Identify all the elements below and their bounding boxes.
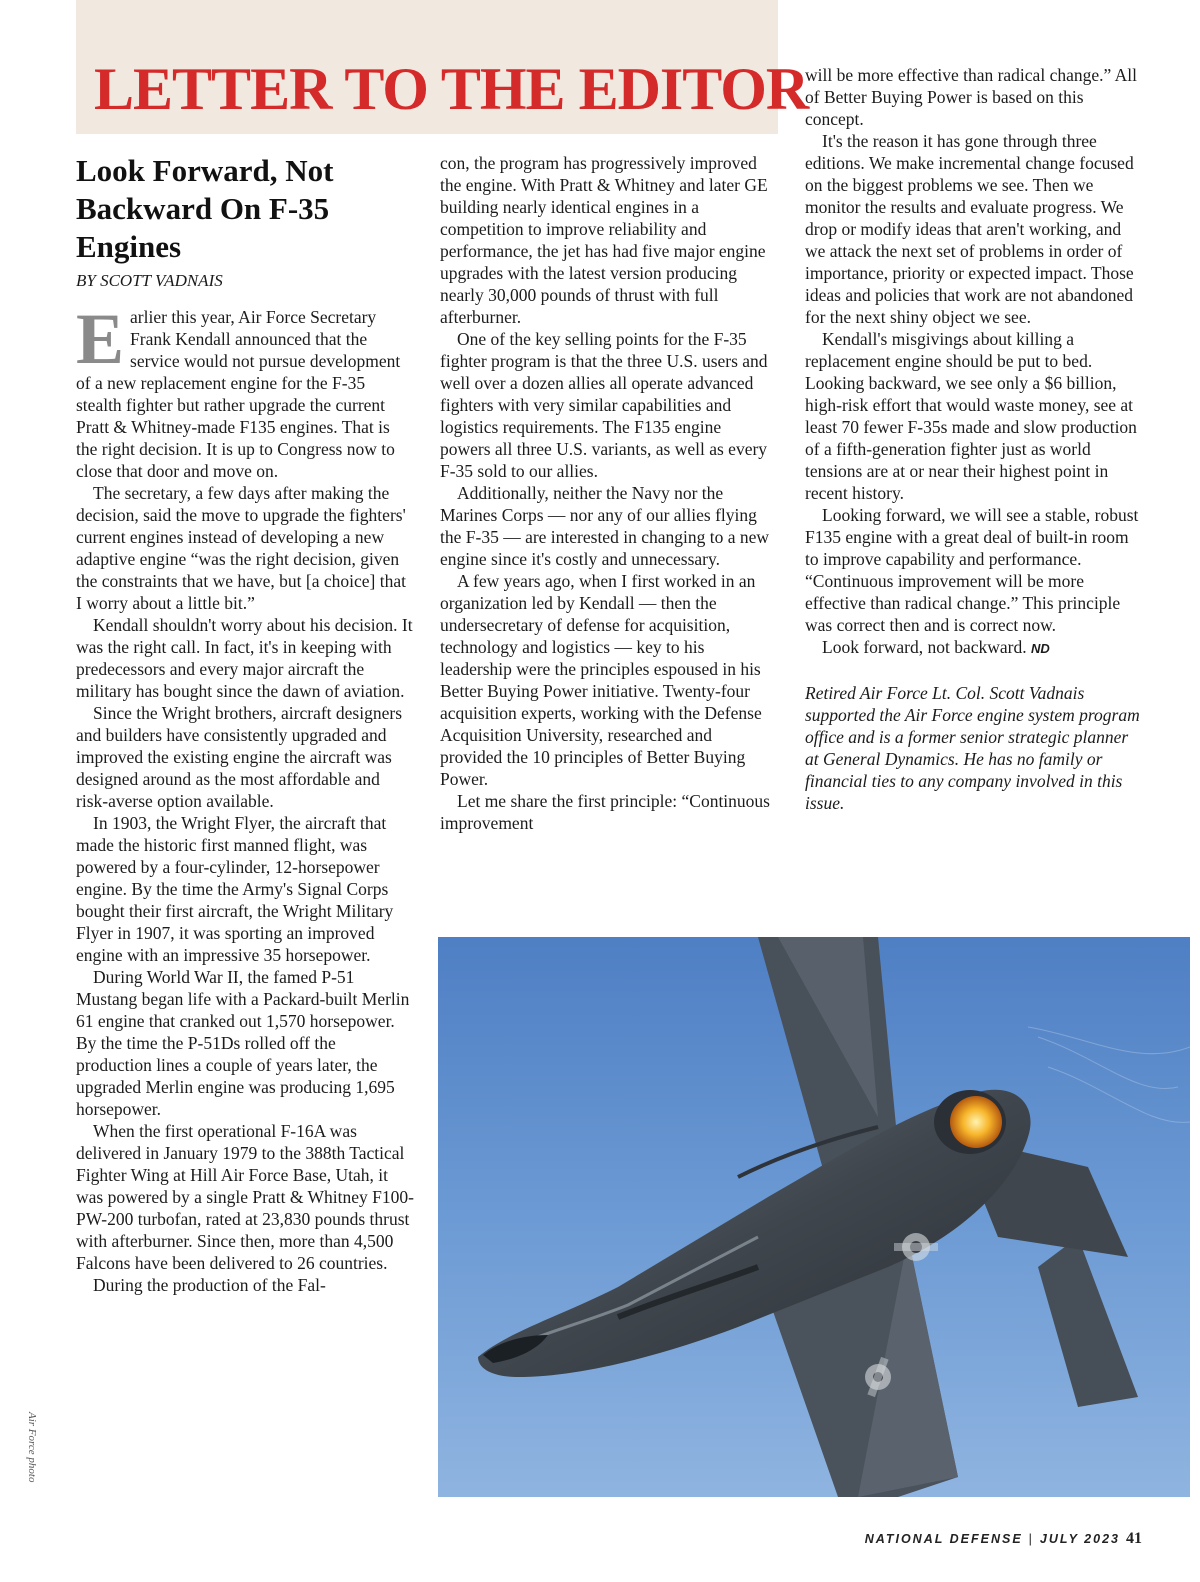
page-footer: NATIONAL DEFENSE | JULY 2023 41	[864, 1530, 1142, 1547]
article-headline: Look Forward, Not Backward On F-35 Engines	[76, 153, 334, 264]
article-paragraph: During World War II, the famed P-51 Mustang began life with a Packard-built Merlin 61 engine that cranked out 1,570 horsepower. By the time the P-51Ds rolled off the production lines a couple of years later, the upgraded Merlin engine was producing 1,695 horsepower.	[76, 967, 410, 1119]
publication-name: NATIONAL DEFENSE	[864, 1532, 1023, 1546]
section-title: LETTER TO THE EDITOR	[94, 56, 809, 122]
author-bio: Retired Air Force Lt. Col. Scott Vadnais supported the Air Force engine system program office and is a former senior strategic planner at General Dynamics. He has no family or financial ties to any company involved in this issue.	[805, 683, 1140, 813]
article-paragraph: Looking forward, we will see a stable, robust F135 engine with a great deal of built-in room to improve capability and performance. “Continuous improvement will be more effective than radical change.” This principle was correct then and is correct now.	[805, 505, 1139, 635]
article-paragraph: con, the program has progressively improved the engine. With Pratt & Whitney and later GE building nearly identical engines in a competition to improve reliability and performance, the jet has had five major engine upgrades with the latest version producing nearly 30,000 pounds of thrust with full afterburner.	[440, 153, 768, 327]
article-paragraph: The secretary, a few days after making the decision, said the move to upgrade the fighters' current engines instead of developing a new adaptive engine “was the right decision, given the constraints that we have, but [a choice] that I worry about a little bit.”	[76, 483, 406, 613]
issue-date: JULY 2023	[1039, 1532, 1120, 1546]
drop-cap: E	[76, 299, 125, 379]
article-paragraph: Let me share the first principle: “Continuous improvement	[440, 791, 770, 833]
article-paragraph: Additionally, neither the Navy nor the Marines Corps — nor any of our allies flying the F-35 — are interested in changing to a new engine since it's costly and unnecessary.	[440, 483, 769, 569]
article-byline: BY SCOTT VADNAIS	[76, 271, 223, 290]
photo-credit: Air Force photo	[26, 1412, 38, 1483]
page-number: 41	[1126, 1530, 1142, 1547]
article-paragraph: Since the Wright brothers, aircraft designers and builders have consistently upgraded and improved the existing engine the aircraft was designed around as the most affordable and risk-averse option available.	[76, 703, 403, 811]
article-column-3	[805, 64, 1145, 814]
article-paragraph: Kendall shouldn't worry about his decision. It was the right call. In fact, it's in keeping with predecessors and every major aircraft the military has bought since the dawn of aviation.	[76, 615, 413, 701]
article-paragraph: One of the key selling points for the F-35 fighter program is that the three U.S. users and well over a dozen allies all operate advanced fighters with very similar capabilities and logistics requirements. The F135 engine powers all three U.S. variants, as well as every F-35 sold to our allies.	[440, 329, 768, 481]
article-paragraph: Look forward, not backward. ND	[822, 637, 1050, 657]
article-paragraph: In 1903, the Wright Flyer, the aircraft that made the historic first manned flight, was powered by a four-cylinder, 12-horsepower engine. By the time the Army's Signal Corps bought their first aircraft, the Wright Military Flyer in 1907, it was sporting an improved engine with an impressive 35 horsepower.	[76, 813, 394, 965]
f35-jet-photo	[438, 937, 1190, 1497]
article-paragraph: When the first operational F-16A was delivered in January 1979 to the 388th Tactical Fighter Wing at Hill Air Force Base, Utah, it was powered by a single Pratt & Whitney F100-PW-200 turbofan, rated at 23,830 pounds thrust with afterburner. Since then, more than 4,500 Falcons have been delivered to 26 countries.	[76, 1121, 414, 1273]
article-paragraph: It's the reason it has gone through three editions. We make incremental change focused on the biggest problems we see. Then we monitor the results and evaluate progress. We drop or modify ideas that aren't working, and we attack the next set of problems in order of importance, priority or expected impact. Those ideas and policies that work are not abandoned for the next shiny object we see.	[805, 131, 1134, 327]
article-column-1	[76, 299, 414, 1296]
article-paragraph: During the production of the Fal-	[93, 1275, 326, 1295]
article-paragraph: A few years ago, when I first worked in an organization led by Kendall — then the undersecretary of defense for acquisition, technology and logistics — key to his leadership were the principles espoused in his Better Buying Power initiative. Twenty-four acquisition experts, working with the Defense Acquisition University, researched and provided the 10 principles of Better Buying Power.	[440, 571, 762, 789]
article-column-2	[440, 152, 770, 834]
end-mark: ND	[1030, 641, 1050, 656]
section-banner	[76, 0, 809, 134]
article-paragraph: Kendall's misgivings about killing a replacement engine should be put to bed. Looking backward, we see only a $6 billion, high-risk effort that would waste money, see at least 70 fewer F-35s made and slow production of a fifth-generation fighter just as world tensions are at or near their highest point in recent history.	[805, 329, 1137, 503]
article-paragraph: will be more effective than radical change.” All of Better Buying Power is based on this concept.	[805, 65, 1138, 129]
article-paragraph: Earlier this year, Air Force Secretary Frank Kendall announced that the service would not pursue development of a new replacement engine for the F-35 stealth fighter but rather upgrade the current Pratt & Whitney-made F135 engines. That is the right decision. It is up to Congress now to close that door and move on.	[76, 299, 401, 481]
